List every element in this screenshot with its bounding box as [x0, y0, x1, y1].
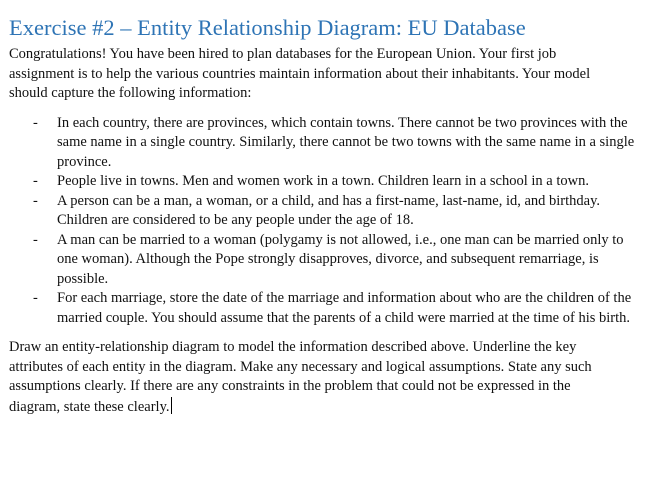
text-cursor — [171, 397, 172, 414]
list-item — [9, 192, 637, 231]
list-item-text: People live in towns. Men and women work in a town. Children learn in a school in a town. — [57, 173, 589, 189]
intro-paragraph: Congratulations! You have been hired to plan databases for the European Union. Your first job assignment is to help the various countries maintain information about their inhabitants. Your model should capture the following information: — [9, 46, 591, 101]
list-item-text: A man can be married to a woman (polygamy is not allowed, i.e., one man can be married only to one woman). Although the Pope strongly disapproves, divorce, and subsequent remarriage, is possible. — [57, 231, 624, 287]
closing-paragraph[interactable] — [9, 338, 624, 417]
list-item — [9, 114, 637, 173]
list-item — [9, 231, 637, 290]
bullet-dash: - — [33, 290, 38, 306]
list-item — [9, 289, 637, 328]
closing-text: Draw an entity-relationship diagram to model the information described above. Underline the key attributes of each entity in the diagram. Make any necessary and logical assumptions. State any such assumptions clearly. If there are any constraints in the problem that could not be expressed in the diagram, state these clearly. — [9, 339, 592, 415]
bullet-dash: - — [33, 231, 38, 248]
list-item-text: In each country, there are provinces, which contain towns. There cannot be two provinces with the same name in a single country. Similarly, there cannot be two towns with the same name in a single province. — [57, 114, 635, 170]
list-item-text: A person can be a man, a woman, or a child, and has a first-name, last-name, id, and birthday. Children are considered to be any people under the age of 18. — [57, 192, 601, 228]
bullet-dash: - — [33, 173, 38, 189]
bullet-dash: - — [33, 114, 38, 131]
bullet-dash: - — [33, 192, 38, 209]
document-page[interactable] — [9, 14, 639, 417]
list-item — [9, 172, 637, 192]
requirements-list — [9, 114, 639, 329]
list-item-text: For each marriage, store the date of the marriage and information about who are the children of the married couple. You should assume that the parents of a child were married at the time of his birth. — [57, 290, 632, 326]
document-title: Exercise #2 – Entity Relationship Diagram: EU Database — [9, 15, 526, 40]
